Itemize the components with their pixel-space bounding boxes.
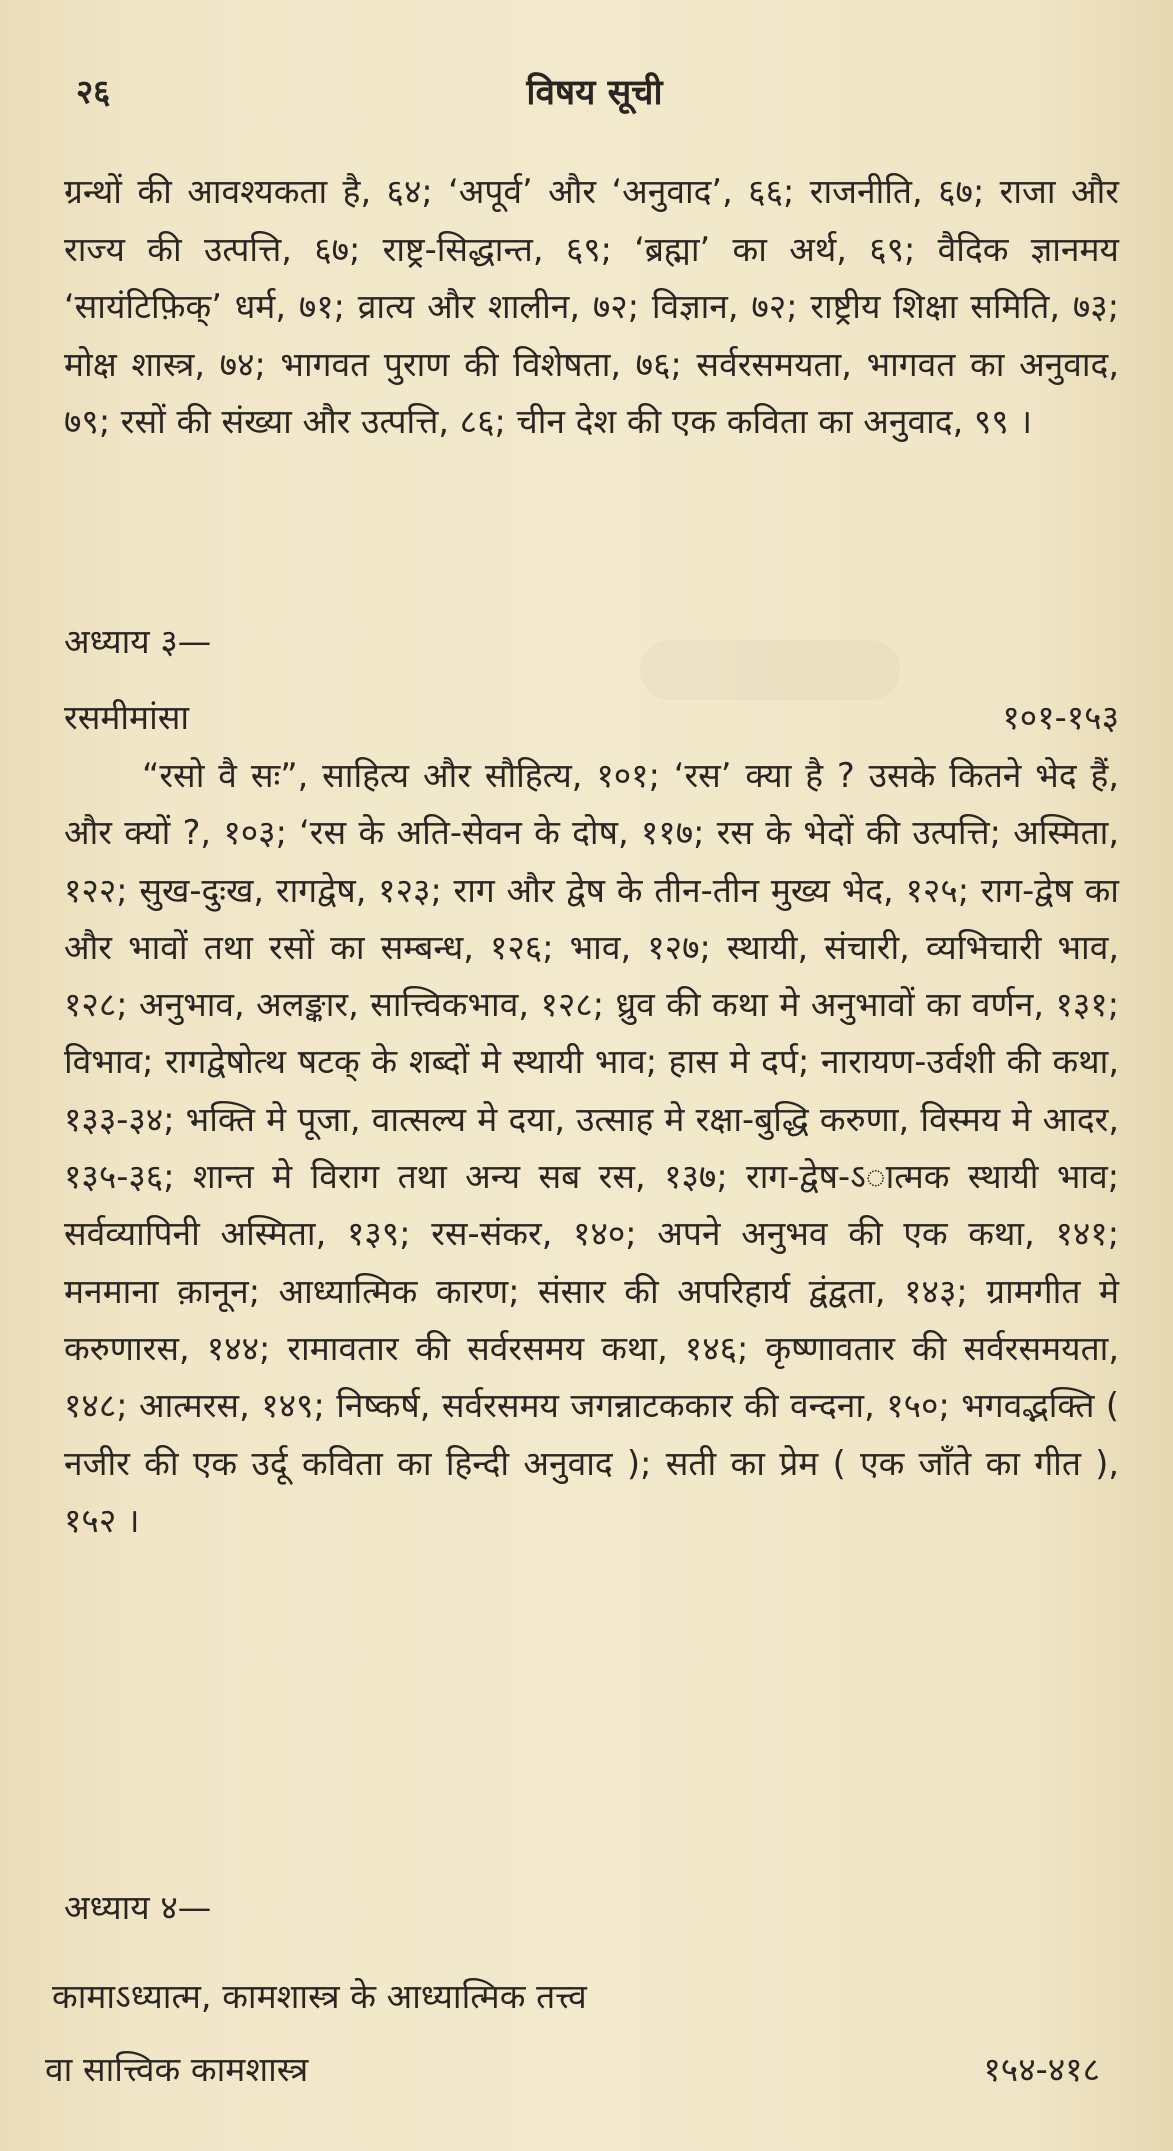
chapter-3-page-range: १०१-१५३ — [1002, 698, 1119, 737]
page-number: २६ — [76, 72, 111, 111]
chapter-4-title-row — [45, 2045, 1100, 2095]
chapter-3-title-row — [64, 693, 1119, 743]
chapter-3-contents: “रसो वै सः”, साहित्य और सौहित्य, १०१; ‘रस’ क्या है ? उसके कितने भेद हैं, और क्यों ?, १०३; ‘रस के अति-सेवन के दोष, ११७; रस के भेदों की उत्पत्ति; अस्मिता, १२२; सुख-दुःख, रागद्वेष, १२३; राग और द्वेष के तीन-तीन मुख्य भेद, १२५; राग-द्वेष का और भावों तथा रसों का सम्बन्ध, १२६; भाव, १२७; स्थायी, संचारी, व्यभिचारी भाव, १२८; अनुभाव, अलङ्कार, सात्त्विकभाव, १२८; ध्रुव की कथा मे अनुभावों का वर्णन, १३१; विभाव; रागद्वेषोत्थ षटक् के शब्दों मे स्थायी भाव; हास मे दर्प; नारायण-उर्वशी की कथा, १३३-३४; भक्ति मे पूजा, वात्सल्य मे दया, उत्साह मे रक्षा-बुद्धि करुणा, विस्मय मे आदर, १३५-३६; शान्त मे विराग तथा अन्य सब रस, १३७; राग-द्वेष-ऽात्मक स्थायी भाव; सर्वव्यापिनी अस्मिता, १३९; रस-संकर, १४०; अपने अनुभव की एक कथा, १४१; मनमाना क़ानून; आध्यात्मिक कारण; संसार की अपरिहार्य द्वंद्वता, १४३; ग्रामगीत मे करुणारस, १४४; रामावतार की सर्वरसमय कथा, १४६; कृष्णावतार की सर्वरसमयता, १४८; आत्मरस, १४९; निष्कर्ष, सर्वरसमय जगन्नाटककार की वन्दना, १५०; भगवद्भक्ति ( नजीर की एक उर्दू कविता का हिन्दी अनुवाद ); सती का प्रेम ( एक जाँते का गीत ), १५२ । — [64, 756, 1119, 1540]
chapter-4-title-line-2: वा सात्त्विक कामशास्त्र — [45, 2050, 309, 2089]
chapter-3-title: रसमीमांसा — [64, 698, 190, 737]
chapter-3-heading: अध्याय ३— — [64, 622, 212, 661]
page-smudge — [640, 640, 900, 700]
chapter-4-page-range: १५४-४१८ — [983, 2050, 1100, 2089]
chapter-4-title-line-1: कामाऽध्यात्म, कामशास्त्र के आध्यात्मिक तत्त्व — [52, 1977, 587, 2016]
contents-paragraph-continued: ग्रन्थों की आवश्यकता है, ६४; ‘अपूर्व’ और ‘अनुवाद’, ६६; राजनीति, ६७; राजा और राज्य की उत्पत्ति, ६७; राष्ट्र-सिद्धान्त, ६९; ‘ब्रह्मा’ का अर्थ, ६९; वैदिक ज्ञानमय ‘सायंटिफ़िक्’ धर्म, ७१; व्रात्य और शालीन, ७२; विज्ञान, ७२; राष्ट्रीय शिक्षा समिति, ७३; मोक्ष शास्त्र, ७४; भागवत पुराण की विशेषता, ७६; सर्वरसमयता, भागवत का अनुवाद, ७९; रसों की संख्या और उत्पत्ति, ८६; चीन देश की एक कविता का अनुवाद, ९९ । — [64, 172, 1119, 441]
chapter-4-heading: अध्याय ४— — [64, 1888, 212, 1927]
running-title: विषय सूची — [526, 73, 663, 113]
page-header — [76, 68, 1113, 118]
